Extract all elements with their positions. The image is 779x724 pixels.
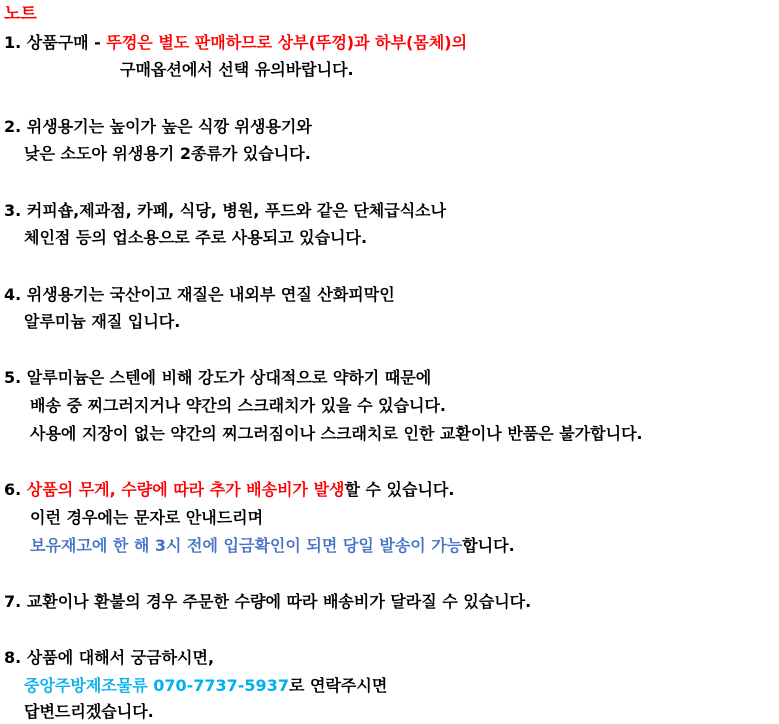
item-4-line-2: 알루미늄 재질 입니다. [24,312,181,331]
item-5-line-1: 5. 알루미늄은 스텐에 비해 강도가 상대적으로 약하기 때문에 [4,368,432,387]
item-1-warning: 뚜껑은 별도 판매하므로 상부(뚜껑)과 하부(몸체)의 [106,33,468,52]
item-1-line-1 [4,33,467,55]
item-6-prefix: 6. [4,480,27,499]
item-6-line-1 [4,480,454,502]
item-4-line-1: 4. 위생용기는 국산이고 재질은 내외부 연질 산화피막인 [4,285,395,304]
item-8-contact-phone: 중앙주방제조물류 070-7737-5937 [24,676,289,695]
item-6-line-3 [30,536,515,558]
item-7-line-1: 7. 교환이나 환불의 경우 주문한 수량에 따라 배송비가 달라질 수 있습니다. [4,592,532,611]
item-8-line-1: 8. 상품에 대해서 궁금하시면, [4,648,215,667]
item-3-line-2: 체인점 등의 업소용으로 주로 사용되고 있습니다. [24,228,368,247]
item-6-line-2: 이런 경우에는 문자로 안내드리며 [30,508,264,527]
item-5-line-2: 배송 중 찌그러지거나 약간의 스크래치가 있을 수 있습니다. [30,396,447,415]
item-6-stock-highlight: 보유재고에 한 해 3시 전에 입금확인이 되면 당일 발송이 가능 [30,536,463,555]
item-2-line-1: 2. 위생용기는 높이가 높은 식깡 위생용기와 [4,117,312,136]
item-6-suffix: 할 수 있습니다. [344,480,455,499]
item-2-line-2: 낮은 소도아 위생용기 2종류가 있습니다. [24,144,311,163]
item-1-line-2: 구매옵션에서 선택 유의바랍니다. [120,60,354,79]
item-6-stock-suffix: 합니다. [462,536,515,555]
item-6-highlight: 상품의 무게, 수량에 따라 추가 배송비가 발생 [26,480,345,499]
item-1-label: 1. 상품구매 - [4,33,107,52]
item-8-contact-suffix: 로 연락주시면 [288,676,388,695]
item-5-line-3: 사용에 지장이 없는 약간의 찌그러짐이나 스크래치로 인한 교환이나 반품은 불가합니다. [30,424,643,443]
item-8-line-2 [24,676,387,698]
note-title: 노트 [4,4,37,24]
item-8-line-3: 답변드리겠습니다. [24,702,154,721]
item-3-line-1: 3. 커피숍,제과점, 카페, 식당, 병원, 푸드와 같은 단체급식소나 [4,201,447,220]
